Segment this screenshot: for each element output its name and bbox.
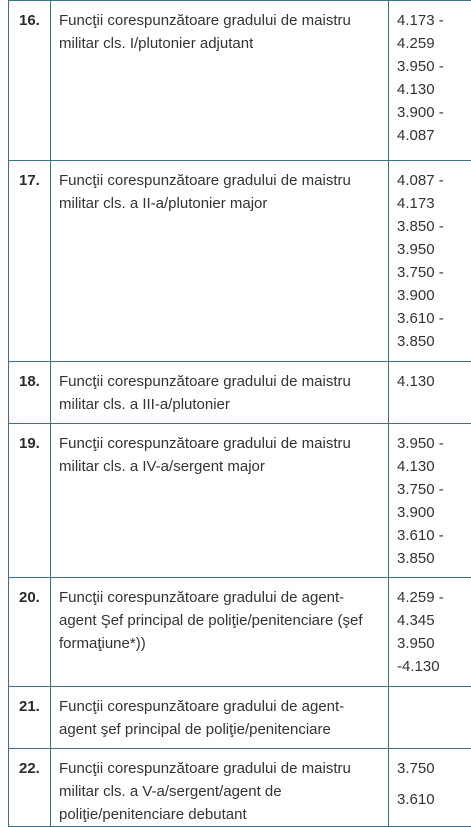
row-number: 18.	[9, 362, 50, 393]
table-row	[9, 424, 471, 578]
row-number-cell	[9, 362, 51, 424]
value-list	[389, 578, 471, 678]
description-cell	[51, 1, 389, 161]
value-item: 3.950	[397, 238, 471, 261]
value-item: 4.130	[397, 455, 471, 478]
table-row	[9, 362, 471, 424]
table-row	[9, 161, 471, 362]
value-item: 4.173	[397, 192, 471, 215]
row-number: 21.	[9, 687, 50, 718]
row-number-cell	[9, 578, 51, 687]
value-item: 3.850	[397, 330, 471, 353]
value-item: 4.345	[397, 609, 471, 632]
value-item: -4.130	[397, 655, 471, 678]
value-item: 3.750 -	[397, 261, 471, 284]
value-item: 3.610	[397, 788, 471, 811]
row-number: 20.	[9, 578, 50, 609]
value-list	[389, 749, 471, 811]
value-item: 4.173 -	[397, 9, 471, 32]
row-description: Funcţii corespunzătoare gradului de maistru militar cls. I/plutonier adjutant	[51, 1, 388, 55]
value-item: 3.900	[397, 284, 471, 307]
row-description: Funcţii corespunzătoare gradului de maistru militar cls. a V-a/sergent/agent de poliţie/penitenciare debutant	[51, 749, 388, 826]
value-item: 3.850	[397, 547, 471, 570]
value-item: 4.130	[397, 78, 471, 101]
values-cell	[389, 687, 471, 749]
value-item: 4.259	[397, 32, 471, 55]
row-description: Funcţii corespunzătoare gradului de maistru militar cls. a IV-a/sergent major	[51, 424, 388, 478]
value-item: 3.850 -	[397, 215, 471, 238]
row-number-cell	[9, 749, 51, 827]
value-item: 4.087	[397, 124, 471, 147]
value-list	[389, 424, 471, 570]
values-cell	[389, 578, 471, 687]
description-cell	[51, 687, 389, 749]
row-number: 17.	[9, 161, 50, 192]
value-item: 3.950 -	[397, 432, 471, 455]
value-item: 3.610 -	[397, 307, 471, 330]
description-cell	[51, 424, 389, 578]
description-cell	[51, 749, 389, 827]
value-item: 4.259 -	[397, 586, 471, 609]
table-row	[9, 749, 471, 827]
row-number: 22.	[9, 749, 50, 780]
row-number: 16.	[9, 1, 50, 32]
value-item: 3.950	[397, 632, 471, 655]
table-row	[9, 687, 471, 749]
value-item: 3.900 -	[397, 101, 471, 124]
row-number-cell	[9, 424, 51, 578]
value-item: 3.900	[397, 501, 471, 524]
row-description: Funcţii corespunzătoare gradului de agent-agent Şef principal de poliţie/penitenciare (şef formaţiune*))	[51, 578, 388, 655]
values-cell	[389, 362, 471, 424]
row-number-cell	[9, 1, 51, 161]
value-item: 3.610 -	[397, 524, 471, 547]
table-row	[9, 578, 471, 687]
value-list	[389, 161, 471, 353]
row-number: 19.	[9, 424, 50, 455]
value-item: 4.130	[397, 370, 471, 393]
row-description: Funcţii corespunzătoare gradului de agent-agent şef principal de poliţie/penitenciare	[51, 687, 388, 741]
description-cell	[51, 362, 389, 424]
description-cell	[51, 578, 389, 687]
value-list	[389, 362, 471, 393]
row-number-cell	[9, 161, 51, 362]
value-item: 3.950 -	[397, 55, 471, 78]
value-list	[389, 1, 471, 147]
row-description: Funcţii corespunzătoare gradului de maistru militar cls. a III-a/plutonier	[51, 362, 388, 416]
value-item: 3.750	[397, 757, 471, 780]
row-description: Funcţii corespunzătoare gradului de maistru militar cls. a II-a/plutonier major	[51, 161, 388, 215]
values-cell	[389, 749, 471, 827]
values-cell	[389, 424, 471, 578]
value-item: 3.750 -	[397, 478, 471, 501]
values-cell	[389, 161, 471, 362]
description-cell	[51, 161, 389, 362]
row-number-cell	[9, 687, 51, 749]
table-row	[9, 1, 471, 161]
values-cell	[389, 1, 471, 161]
value-item: 4.087 -	[397, 169, 471, 192]
salary-table	[8, 0, 471, 827]
